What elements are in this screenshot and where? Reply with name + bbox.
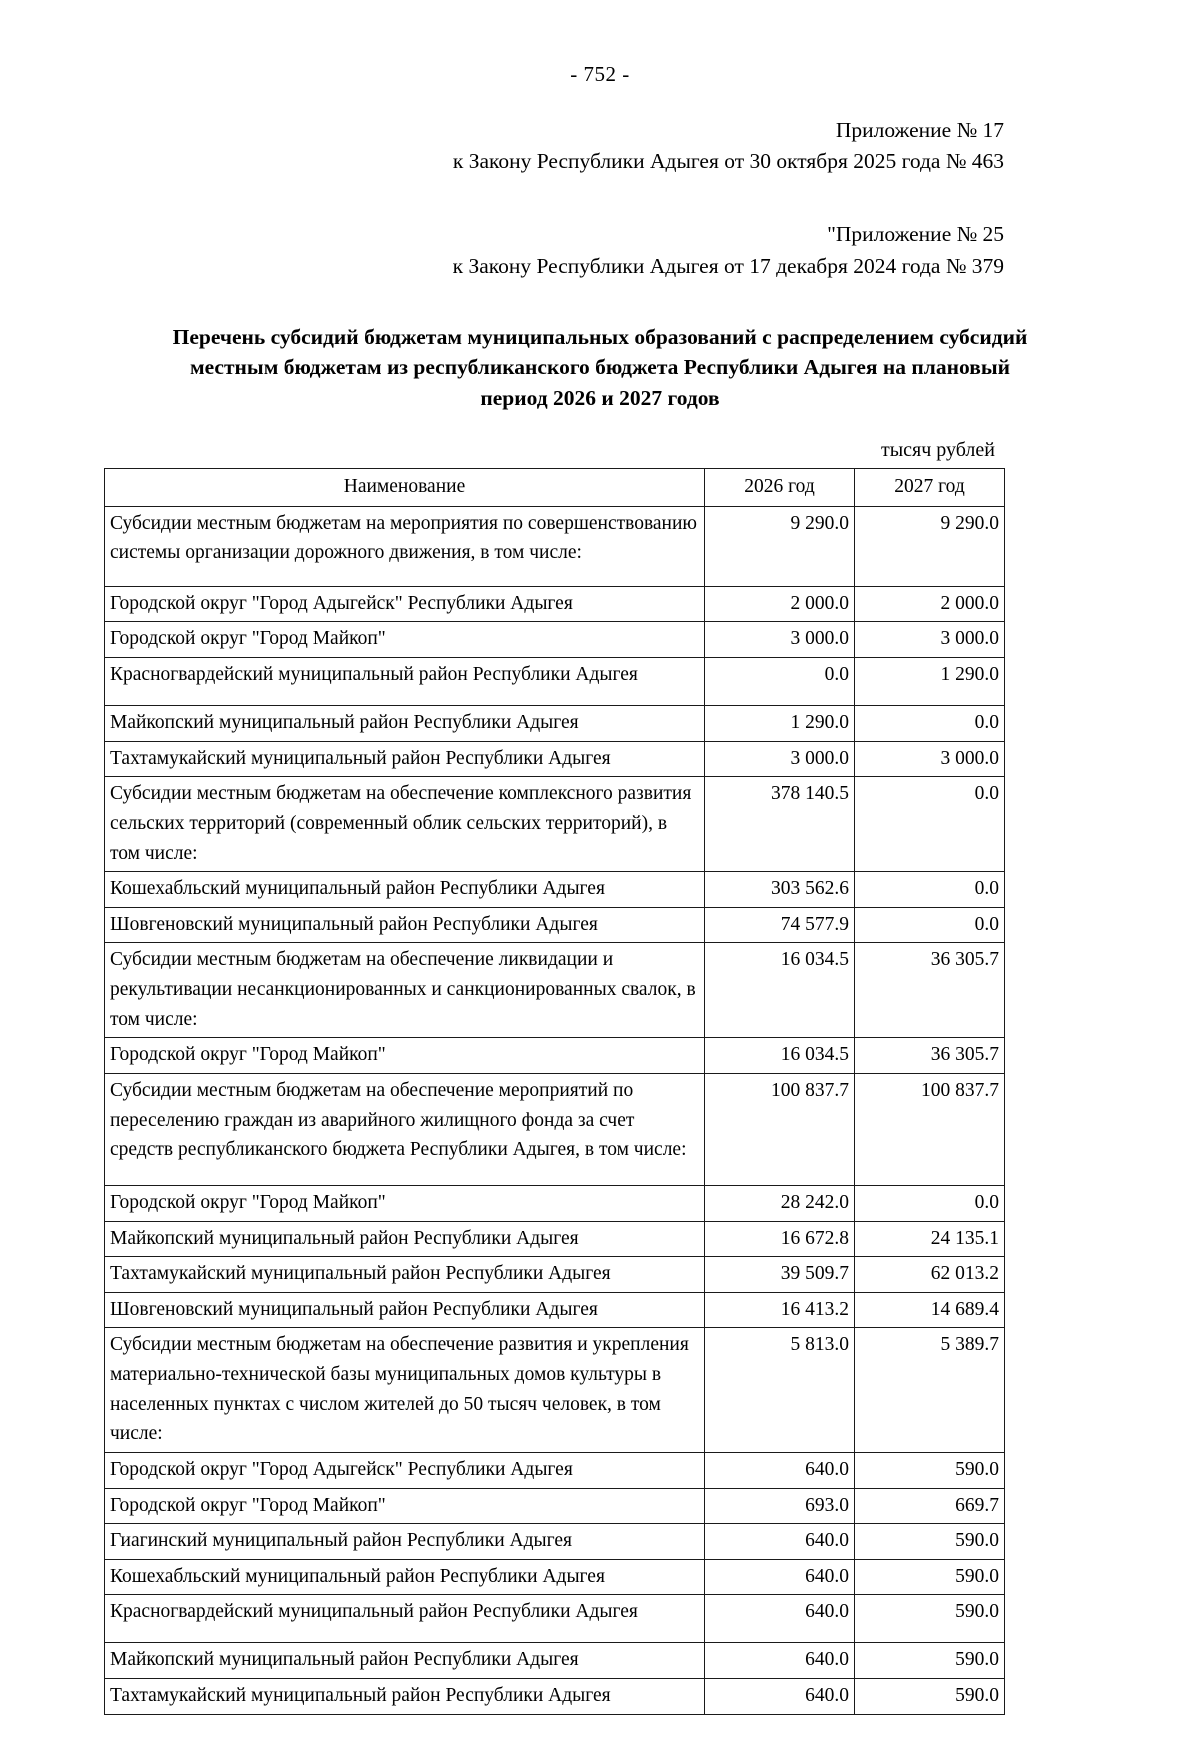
- table-row: [105, 1452, 1005, 1488]
- row-value-2026: 74 577.9: [705, 907, 855, 943]
- row-value-2026: 16 034.5: [705, 1038, 855, 1074]
- row-value-2026: 640.0: [705, 1679, 855, 1715]
- row-value-2027: 590.0: [855, 1643, 1005, 1679]
- row-value-2027: 1 290.0: [855, 658, 1005, 706]
- row-value-2027: 14 689.4: [855, 1292, 1005, 1328]
- table-row: [105, 907, 1005, 943]
- row-name-cell: Городской округ "Город Майкоп": [105, 1185, 705, 1221]
- row-value-2027: 669.7: [855, 1488, 1005, 1524]
- row-value-2026: 9 290.0: [705, 506, 855, 586]
- row-value-2026: 16 672.8: [705, 1221, 855, 1257]
- appendix-referenced-line-2: к Закону Республики Адыгея от 17 декабря 2024 года № 379: [452, 253, 1004, 278]
- row-value-2027: 0.0: [855, 872, 1005, 908]
- row-value-2027: 36 305.7: [855, 1038, 1005, 1074]
- row-value-2027: 2 000.0: [855, 586, 1005, 622]
- row-name-cell: Городской округ "Город Майкоп": [105, 622, 705, 658]
- table-row: [105, 1221, 1005, 1257]
- column-header-name: Наименование: [105, 469, 705, 507]
- table-row: [105, 1524, 1005, 1560]
- row-value-2027: 590.0: [855, 1524, 1005, 1560]
- table-row: [105, 1595, 1005, 1643]
- row-name-cell: Майкопский муниципальный район Республики Адыгея: [105, 1643, 705, 1679]
- row-value-2026: 2 000.0: [705, 586, 855, 622]
- table-row: [105, 1328, 1005, 1453]
- row-value-2027: 590.0: [855, 1679, 1005, 1715]
- table-row: [105, 741, 1005, 777]
- row-name-cell: Субсидии местным бюджетам на обеспечение ликвидации и рекультивации несанкционированных и санкционированных свалок, в том числе:: [105, 943, 705, 1038]
- row-value-2026: 16 034.5: [705, 943, 855, 1038]
- row-name-cell: Субсидии местным бюджетам на обеспечение развития и укрепления материально-технической базы муниципальных домов культуры в населенных пунктах с числом жителей до 50 тысяч человек, в том числе:: [105, 1328, 705, 1453]
- table-row: [105, 1257, 1005, 1293]
- page-number: - 752 -: [570, 62, 630, 86]
- row-value-2026: 303 562.6: [705, 872, 855, 908]
- row-value-2026: 640.0: [705, 1452, 855, 1488]
- units-label: тысяч рублей: [880, 439, 995, 462]
- page-title-line-3: период 2026 и 2027 годов: [480, 385, 720, 410]
- row-name-cell: Гиагинский муниципальный район Республики Адыгея: [105, 1524, 705, 1560]
- row-value-2026: 1 290.0: [705, 706, 855, 742]
- row-value-2027: 3 000.0: [855, 741, 1005, 777]
- row-name-cell: Кошехабльский муниципальный район Республики Адыгея: [105, 1559, 705, 1595]
- row-value-2026: 0.0: [705, 658, 855, 706]
- row-name-cell: Шовгеновский муниципальный район Республики Адыгея: [105, 907, 705, 943]
- row-name-cell: Субсидии местным бюджетам на обеспечение комплексного развития сельских территорий (современный облик сельских территорий), в том числе:: [105, 777, 705, 872]
- row-name-cell: Тахтамукайский муниципальный район Республики Адыгея: [105, 741, 705, 777]
- row-value-2027: 5 389.7: [855, 1328, 1005, 1453]
- table-row: [105, 943, 1005, 1038]
- appendix-current-line-2: к Закону Республики Адыгея от 30 октября 2025 года № 463: [452, 149, 1004, 174]
- row-value-2026: 3 000.0: [705, 741, 855, 777]
- table-row: [105, 506, 1005, 586]
- table-row: [105, 706, 1005, 742]
- row-value-2026: 640.0: [705, 1524, 855, 1560]
- table-row: [105, 586, 1005, 622]
- row-value-2027: 590.0: [855, 1452, 1005, 1488]
- row-value-2026: 28 242.0: [705, 1185, 855, 1221]
- row-value-2027: 36 305.7: [855, 943, 1005, 1038]
- appendix-referenced-reference: [0, 219, 1200, 281]
- table-row: [105, 1073, 1005, 1185]
- row-value-2026: 640.0: [705, 1595, 855, 1643]
- table-row: [105, 1559, 1005, 1595]
- table-header: [105, 469, 1005, 507]
- row-name-cell: Майкопский муниципальный район Республики Адыгея: [105, 706, 705, 742]
- row-name-cell: Кошехабльский муниципальный район Республики Адыгея: [105, 872, 705, 908]
- table-row: [105, 872, 1005, 908]
- row-name-cell: Шовгеновский муниципальный район Республики Адыгея: [105, 1292, 705, 1328]
- table-row: [105, 1292, 1005, 1328]
- row-value-2026: 39 509.7: [705, 1257, 855, 1293]
- table-row: [105, 622, 1005, 658]
- row-name-cell: Городской округ "Город Адыгейск" Республики Адыгея: [105, 586, 705, 622]
- row-value-2026: 16 413.2: [705, 1292, 855, 1328]
- page-title-line-2: местным бюджетам из республиканского бюджета Республики Адыгея на плановый: [189, 355, 1010, 380]
- row-value-2027: 3 000.0: [855, 622, 1005, 658]
- row-value-2027: 24 135.1: [855, 1221, 1005, 1257]
- appendix-current-line-1: Приложение № 17: [835, 118, 1004, 142]
- row-value-2027: 0.0: [855, 1185, 1005, 1221]
- row-name-cell: Красногвардейский муниципальный район Республики Адыгея: [105, 658, 705, 706]
- row-name-cell: Майкопский муниципальный район Республики Адыгея: [105, 1221, 705, 1257]
- row-value-2027: 62 013.2: [855, 1257, 1005, 1293]
- row-value-2026: 100 837.7: [705, 1073, 855, 1185]
- row-value-2026: 693.0: [705, 1488, 855, 1524]
- row-name-cell: Субсидии местным бюджетам на обеспечение мероприятий по переселению граждан из аварийного жилищного фонда за счет средств республиканского бюджета Республики Адыгея, в том числе:: [105, 1073, 705, 1185]
- column-header-year-2026: 2026 год: [705, 469, 855, 507]
- table-header-row: [105, 469, 1005, 507]
- appendix-current-reference: [0, 115, 1200, 177]
- row-name-cell: Городской округ "Город Адыгейск" Республики Адыгея: [105, 1452, 705, 1488]
- row-value-2026: 5 813.0: [705, 1328, 855, 1453]
- subsidy-table-container: [0, 468, 1200, 1715]
- table-row: [105, 1679, 1005, 1715]
- row-name-cell: Красногвардейский муниципальный район Республики Адыгея: [105, 1595, 705, 1643]
- row-value-2027: 9 290.0: [855, 506, 1005, 586]
- row-value-2027: 590.0: [855, 1595, 1005, 1643]
- row-value-2026: 640.0: [705, 1643, 855, 1679]
- table-body: [105, 506, 1005, 1714]
- row-value-2027: 0.0: [855, 907, 1005, 943]
- row-name-cell: Субсидии местным бюджетам на мероприятия по совершенствованию системы организации дорожного движения, в том числе:: [105, 506, 705, 586]
- row-value-2027: 0.0: [855, 777, 1005, 872]
- table-row: [105, 1488, 1005, 1524]
- table-row: [105, 777, 1005, 872]
- row-name-cell: Тахтамукайский муниципальный район Республики Адыгея: [105, 1679, 705, 1715]
- document-page: [0, 62, 1200, 1758]
- table-row: [105, 1185, 1005, 1221]
- subsidy-table: [104, 468, 1005, 1715]
- page-title-line-1: Перечень субсидий бюджетам муниципальных образований с распределением субсидий: [172, 324, 1028, 349]
- appendix-referenced-line-1: "Приложение № 25: [827, 222, 1004, 247]
- row-value-2026: 640.0: [705, 1559, 855, 1595]
- row-name-cell: Городской округ "Город Майкоп": [105, 1038, 705, 1074]
- row-value-2027: 100 837.7: [855, 1073, 1005, 1185]
- row-value-2027: 590.0: [855, 1559, 1005, 1595]
- row-name-cell: Тахтамукайский муниципальный район Республики Адыгея: [105, 1257, 705, 1293]
- table-row: [105, 658, 1005, 706]
- table-row: [105, 1643, 1005, 1679]
- column-header-year-2027: 2027 год: [855, 469, 1005, 507]
- table-row: [105, 1038, 1005, 1074]
- row-value-2026: 3 000.0: [705, 622, 855, 658]
- page-title: [0, 322, 1200, 414]
- row-value-2027: 0.0: [855, 706, 1005, 742]
- row-name-cell: Городской округ "Город Майкоп": [105, 1488, 705, 1524]
- row-value-2026: 378 140.5: [705, 777, 855, 872]
